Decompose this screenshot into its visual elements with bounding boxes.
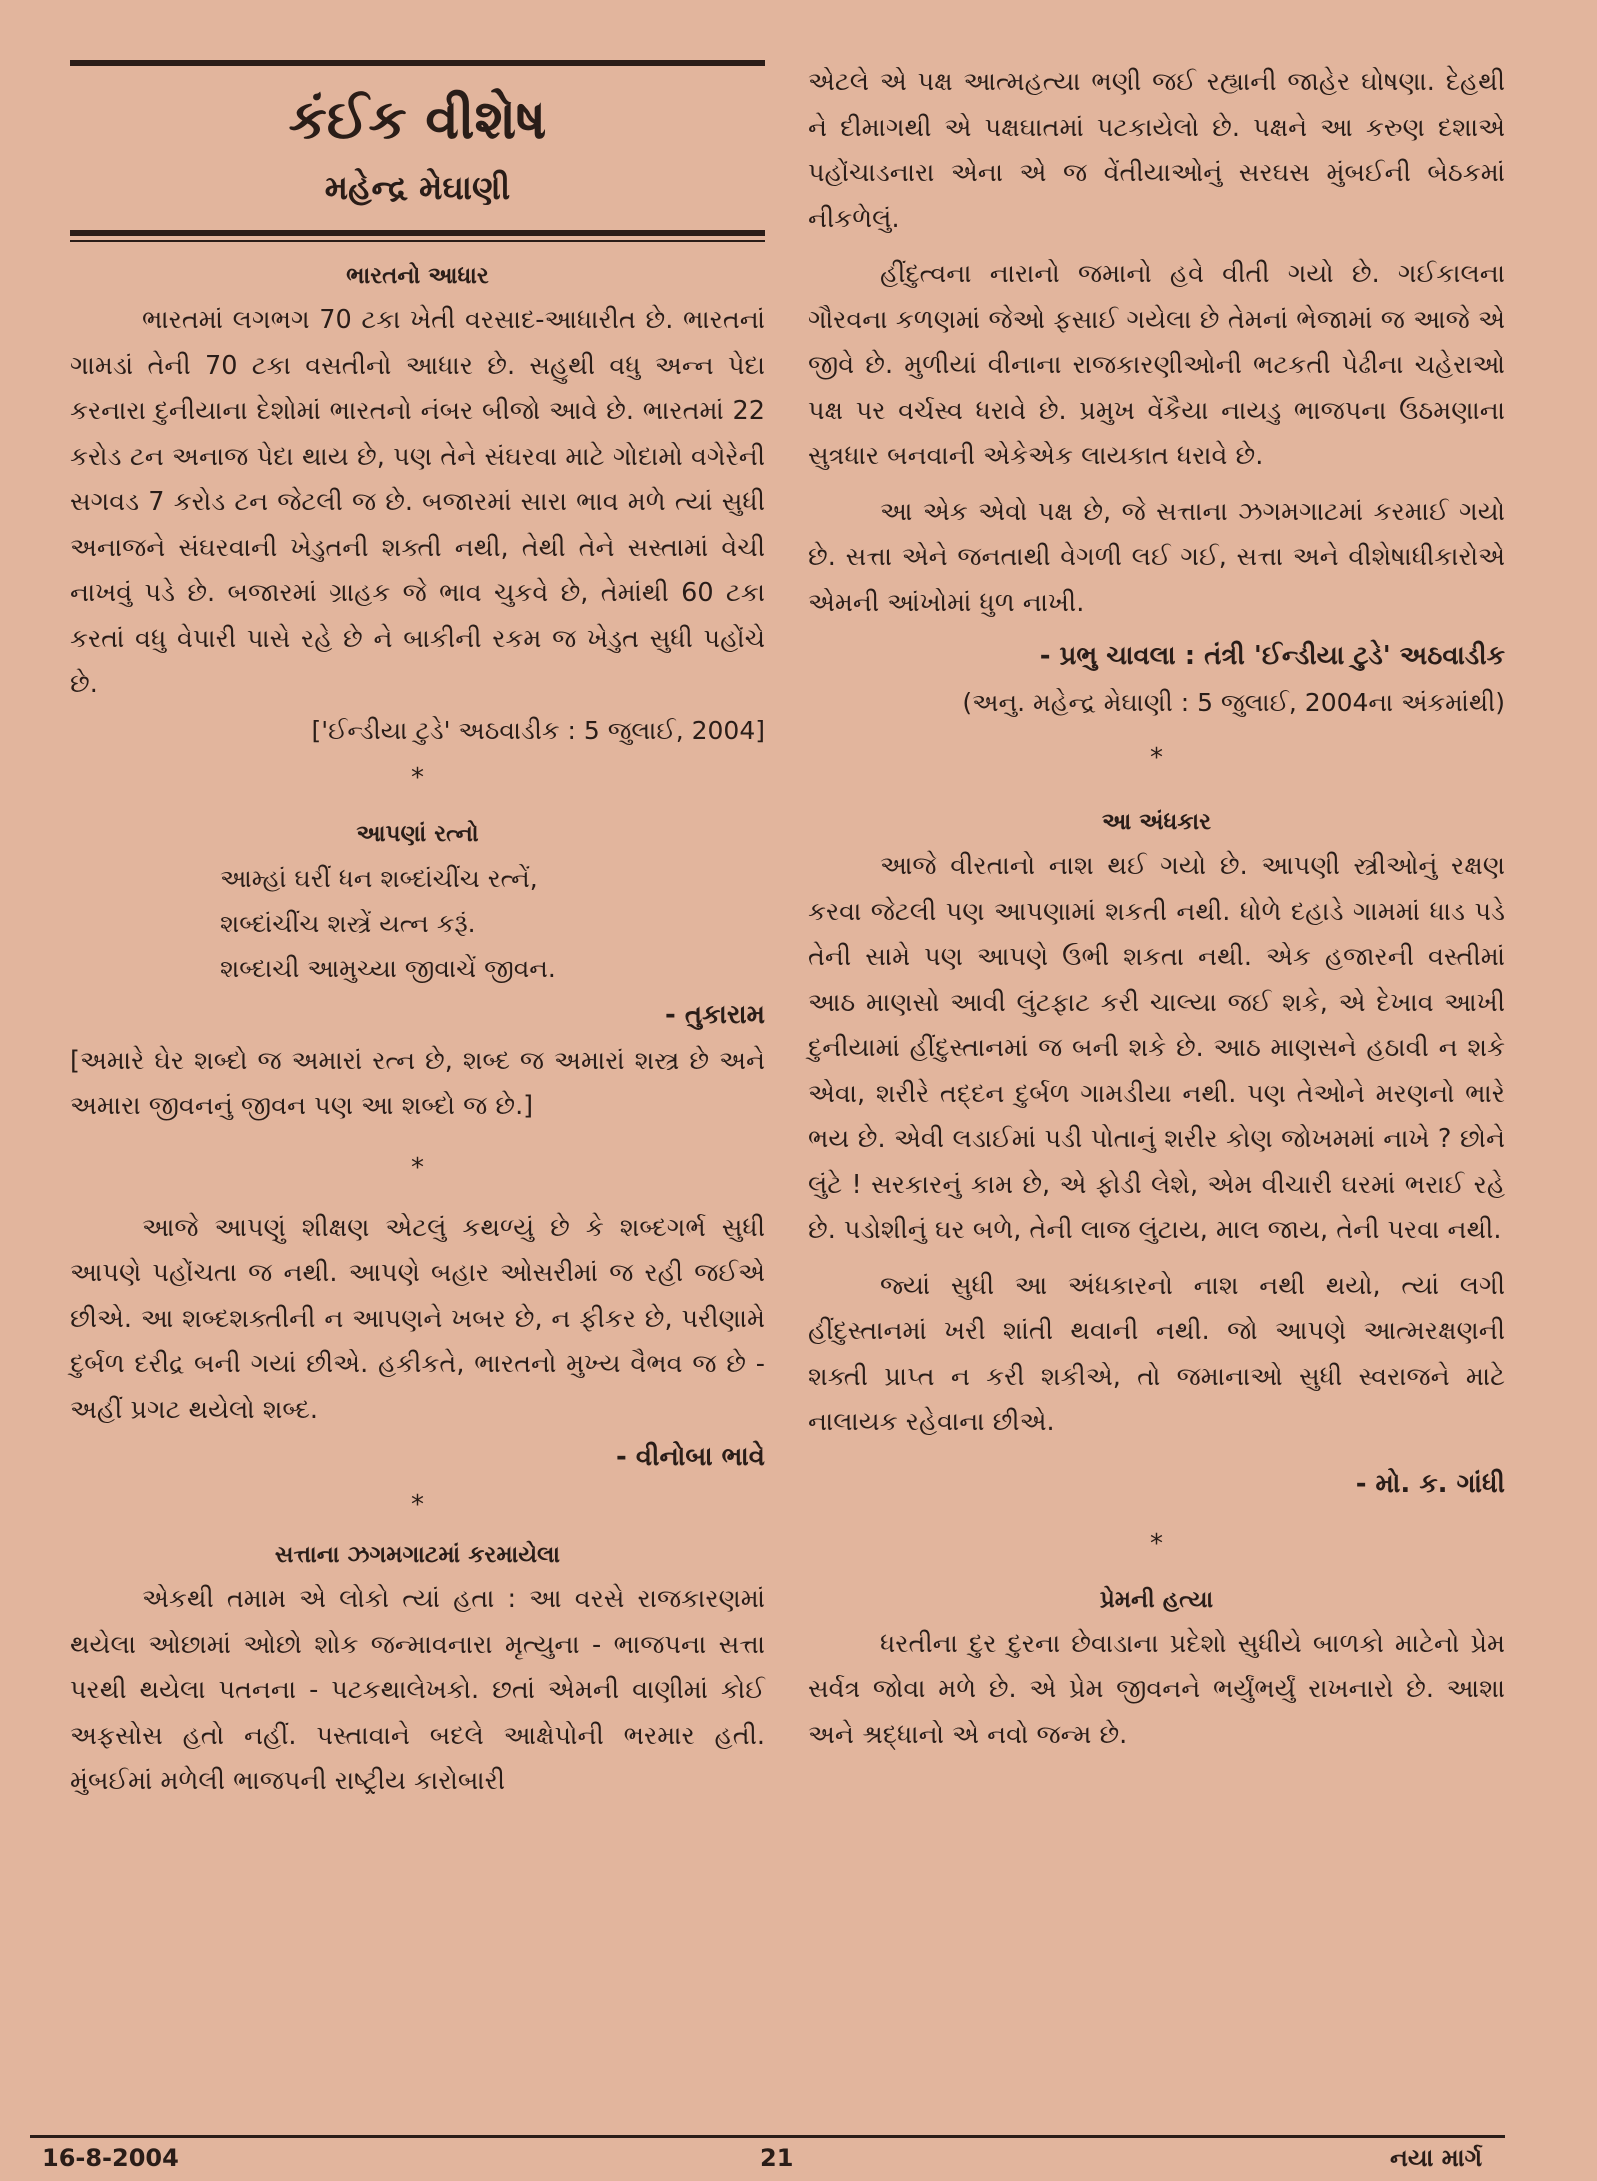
footer-rule [30, 2135, 1505, 2138]
right-column [808, 60, 1505, 1758]
author-credit: - વીનોબા ભાવે [615, 1442, 765, 1472]
paragraph: ભારતમાં લગભગ 70 ટકા ખેતી વરસાદ-આધારીત છે. ભારતનાં ગામડાં તેની 70 ટકા વસતીનો આધાર છે. સહુથી વધુ અન્ન પેદા કરનારા દુનીયાના દેશોમાં ભારતનો નંબર બીજો આવે છે. ભારતમાં 22 કરોડ ટન અનાજ પેદા થાય છે, પણ તેને સંઘરવા માટે ગોદામો વગેરેની સગવડ 7 કરોડ ટન જેટલી જ છે. બજારમાં સારા ભાવ મળે ત્યાં સુધી અનાજને સંઘરવાની ખેડુતની શક્તી નથી, તેથી તેને સસ્તામાં વેચી નાખવું પડે છે. બજારમાં ગ્રાહક જે ભાવ ચુકવે છે, તેમાંથી 60 ટકા કરતાં વધુ વેપારી પાસે રહે છે ને બાકીની રકમ જ ખેડુત સુધી પહોંચે છે. [70, 305, 765, 699]
source-note: ['ઈન્ડીયા ટુડે' અઠવાડીક : 5 જુલાઈ, 2004] [311, 715, 765, 745]
article-shabda [70, 1206, 765, 1482]
poem-line: આમ્હાં ઘરીં ધન શબ્દાંચીંચ રત્નેં, [220, 863, 538, 893]
masthead-rule-thick [70, 230, 765, 236]
separator-asterisk: * [1150, 743, 1163, 773]
footer-date: 16-8-2004 [42, 2144, 179, 2172]
section-heading: આ અંધકાર [1101, 809, 1212, 835]
separator-asterisk: * [1150, 1528, 1163, 1559]
section-heading: સત્તાના ઝગમગાટમાં કરમાયેલા [274, 1542, 561, 1568]
article-aa-andhkar [808, 800, 1505, 1508]
poem [70, 856, 765, 991]
article-aapnaan-ratno [70, 812, 765, 1130]
poem-line: શબ્દાંચીંચ શસ્ત્રેં યત્ન કરૂં. [220, 908, 476, 938]
paragraph: હીંદુત્વના નારાનો જમાનો હવે વીતી ગયો છે. ગઈકાલના ગૌરવના કળણમાં જેઓ ફસાઈ ગયેલા છે તેમનાં ભેજામાં જ આજે એ જીવે છે. મુળીયાં વીનાના રાજકારણીઓની ભટકતી પેઢીના ચહેરાઓ પક્ષ પર વર્ચસ્વ ધરાવે છે. પ્રમુખ વેંકૈયા નાયડુ ભાજપના ઉઠમણાના સુત્રધાર બનવાની એકેએક લાયકાત ધરાવે છે. [808, 259, 1505, 471]
left-column [70, 60, 765, 1805]
masthead [70, 60, 765, 242]
article-premni-hatya [808, 1578, 1505, 1759]
column-author: મહેન્દ્ર મેઘાણી [324, 168, 511, 207]
section-heading: પ્રેમની હત્યા [1099, 1586, 1214, 1613]
paragraph: એકથી તમામ એ લોકો ત્યાં હતા : આ વરસે રાજકારણમાં થયેલા ઓછામાં ઓછો શોક જન્માવનારા મૃત્યુના - ભાજપના સત્તા પરથી થયેલા પતનના - પટકથાલેખકો. છતાં એમની વાણીમાં કોઈ અફસોસ હતો નહીં. પસ્તાવાને બદલે આક્ષેપોની ભરમાર હતી. મુંબઈમાં મળેલી ભાજપની રાષ્ટ્રીય કારોબારી [70, 1584, 765, 1796]
separator-asterisk: * [411, 762, 424, 793]
article-sattana-zagmagat-continued [808, 60, 1505, 726]
separator-asterisk: * [411, 1490, 424, 1520]
article-sattana-zagmagat [70, 1533, 765, 1805]
section-heading: આપણાં રત્નો [356, 820, 479, 847]
magazine-name: નયા માર્ગ [1390, 2144, 1483, 2172]
paragraph: આજે વીરતાનો નાશ થઈ ગયો છે. આપણી સ્ત્રીઓનું રક્ષણ કરવા જેટલી પણ આપણામાં શકતી નથી. ધોળે દહાડે ગામમાં ધાડ પડે તેની સામે પણ આપણે ઉભી શકતા નથી. એક હજારની વસ્તીમાં આઠ માણસો આવી લુંટફાટ કરી ચાલ્યા જઈ શકે, એ દેખાવ આખી દુનીયામાં હીંદુસ્તાનમાં જ બની શકે છે. આઠ માણસને હઠાવી ન શકે એવા, શરીરે તદ્દન દુર્બળ ગામડીયા નથી. પણ તેઓને મરણનો ભારે ભય છે. એવી લડાઈમાં પડી પોતાનું શરીર કોણ જોખમમાં નાખે ? છોને લુંટે ! સરકારનું કામ છે, એ ફોડી લેશે, એમ વીચારી ઘરમાં ભરાઈ રહે છે. પડોશીનું ઘર બળે, તેની લાજ લુંટાય, માલ જાય, તેની પરવા નથી. [808, 851, 1505, 1245]
paragraph: આ એક એવો પક્ષ છે, જે સત્તાના ઝગમગાટમાં કરમાઈ ગયો છે. સત્તા એને જનતાથી વેગળી લઈ ગઈ, સત્તા અને વીશેષાધીકારોએ એમની આંખોમાં ધુળ નાખી. [808, 496, 1505, 618]
article-bharatno-aadhar [70, 254, 765, 754]
poem-line: શબ્દાચી આમુચ્યા જીવાચેં જીવન. [220, 953, 556, 983]
separator-asterisk: * [411, 1152, 424, 1183]
author-credit: - પ્રભુ ચાવલા : તંત્રી 'ઈન્ડીયા ટુડે' અઠવાડીક [1039, 641, 1505, 671]
top-rule [70, 60, 765, 66]
column-title: કંઈક વીશેષ [288, 88, 547, 151]
translation: [અમારે ઘેર શબ્દો જ અમારાં રત્ન છે, શબ્દ જ અમારાં શસ્ત્ર છે અને અમારા જીવનનું જીવન પણ આ શબ્દો જ છે.] [70, 1045, 765, 1121]
paragraph: એટલે એ પક્ષ આત્મહત્યા ભણી જઈ રહ્યાની જાહેર ઘોષણા. દેહથી ને દીમાગથી એ પક્ષઘાતમાં પટકાયેલો છે. પક્ષને આ કરુણ દશાએ પહોંચાડનારા એના એ જ વેંતીયાઓનું સરઘસ મુંબઈની બેઠકમાં નીકળેલું. [808, 67, 1505, 234]
paragraph: ધરતીના દુર દુરના છેવાડાના પ્રદેશો સુધીયે બાળકો માટેનો પ્રેમ સર્વત્ર જોવા મળે છે. એ પ્રેમ જીવનને ભર્યુંભર્યું રાખનારો છે. આશા અને શ્રદ્ધાનો એ નવો જન્મ છે. [808, 1628, 1505, 1750]
section-heading: ભારતનો આધાર [346, 263, 489, 289]
paragraph: જ્યાં સુધી આ અંધકારનો નાશ નથી થયો, ત્યાં લગી હીંદુસ્તાનમાં ખરી શાંતી થવાની નથી. જો આપણે આત્મરક્ષણની શક્તી પ્રાપ્ત ન કરી શકીએ, તો જમાનાઓ સુધી સ્વરાજને માટે નાલાયક રહેવાના છીએ. [808, 1270, 1505, 1437]
paragraph: આજે આપણું શીક્ષણ એટલું કથળ્યું છે કે શબ્દગર્ભ સુધી આપણે પહોંચતા જ નથી. આપણે બહાર ઓસરીમાં જ રહી જઈએ છીએ. આ શબ્દશક્તીની ન આપણને ખબર છે, ન ફીકર છે, પરીણામે દુર્બળ દરીદ્ર બની ગયાં છીએ. હકીકતે, ભારતનો મુખ્ય વૈભવ જ છે - અહીં પ્રગટ થયેલો શબ્દ. [70, 1212, 765, 1425]
source-note: (અનુ. મહેન્દ્ર મેઘાણી : 5 જુલાઈ, 2004ના અંકમાંથી) [962, 688, 1505, 717]
page-number: 21 [760, 2144, 794, 2172]
masthead-rule-thin [70, 240, 765, 242]
author-credit: - મો. ક. ગાંધી [1355, 1468, 1505, 1499]
author-credit: - તુકારામ [665, 999, 765, 1030]
